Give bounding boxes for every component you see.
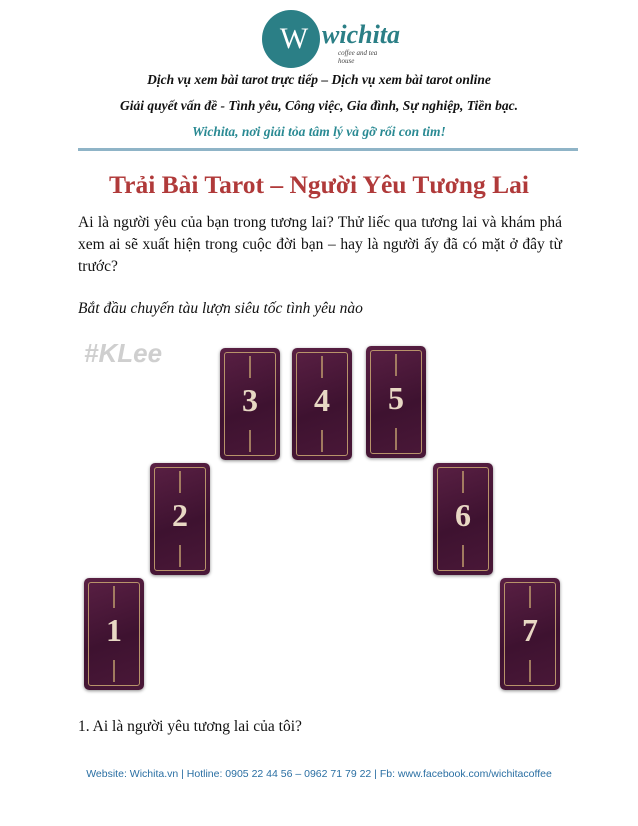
intro-paragraph: Ai là người yêu của bạn trong tương lai? Thử liếc qua tương lai và khám phá xem ai sẽ xuất hiện trong cuộc đời bạn – hay là người ấy đã có mặt ở đây từ trước? [78,214,562,275]
tarot-spread-image [78,338,562,698]
logo-name: wichita [322,20,401,49]
card-number: 2 [172,497,188,533]
header-line-services: Dịch vụ xem bài tarot trực tiếp – Dịch vụ xem bài tarot online [147,72,491,87]
watermark: #KLee [84,338,163,368]
header-line-slogan: Wichita, nơi giải tỏa tâm lý và gỡ rối con tim! [192,124,446,139]
card-number: 1 [106,612,122,648]
tarot-card [150,463,210,575]
question-1: 1. Ai là người yêu tương lai của tôi? [78,718,302,735]
page-title: Trải Bài Tarot – Người Yêu Tương Lai [109,170,529,199]
tarot-card [292,348,352,460]
card-number: 6 [455,497,471,533]
tarot-card [366,346,426,458]
tarot-card [500,578,560,690]
logo-tagline: coffee and tea house [338,49,378,65]
card-number: 7 [522,612,538,648]
header-divider [78,148,578,151]
tarot-card [220,348,280,460]
card-number: 4 [314,382,330,418]
lead-sentence: Bắt đầu chuyến tàu lượn siêu tốc tình yêu nào [78,300,363,317]
tarot-card [84,578,144,690]
footer-contact: Website: Wichita.vn | Hotline: 0905 22 44 56 – 0962 71 79 22 | Fb: www.facebook.com/wichitacoffee [86,768,552,780]
wichita-logo [262,10,401,70]
logo-mark: W [262,10,320,68]
card-number: 3 [242,382,258,418]
tarot-card [433,463,493,575]
header-line-topics: Giải quyết vấn đề - Tình yêu, Công việc, Gia đình, Sự nghiệp, Tiền bạc. [120,98,518,113]
card-number: 5 [388,380,404,416]
